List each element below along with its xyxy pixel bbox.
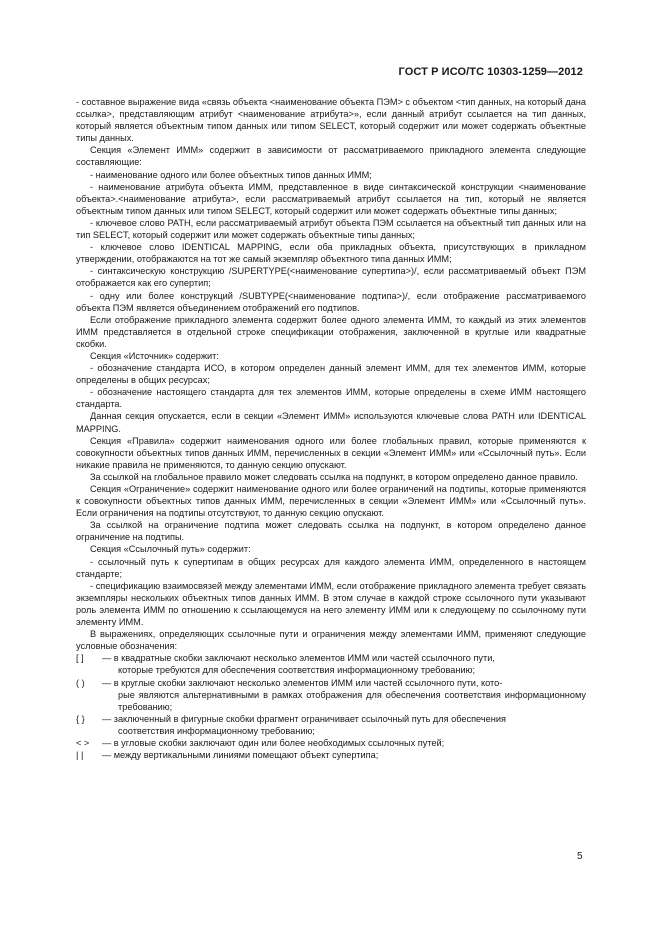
paragraph: - составное выражение вида «связь объекта <наименование объекта ПЭМ> с объектом <тип данных, на который дана ссылка>, представляющим атрибут <наименование атрибута>», если данный атрибут ссылается на тип данных, который является объектным типом данных или типом SELECT, который содержит или может содержать объектные типы данных.	[76, 97, 586, 144]
document-header: ГОСТ Р ИСО/ТС 10303-1259—2012	[398, 66, 583, 78]
paragraph: - обозначение стандарта ИСО, в котором определен данный элемент ИММ, для тех элементов ИММ, которые определены в общих ресурсах;	[76, 363, 586, 386]
paragraph: Секция «Правила» содержит наименования одного или более глобальных правил, которые применяются к совокупности объектных типов данных ИММ, перечисленных в секции «Элемент ИММ» или «Ссылочный путь». Если никакие правила не применяются, то данную секцию опускают.	[76, 435, 586, 470]
symbol-text-first: — между вертикальными линиями помещают объект супертипа;	[102, 750, 379, 761]
symbol-text	[102, 677, 586, 713]
document-body	[76, 96, 586, 761]
paragraph: - ключевое слово IDENTICAL MAPPING, если оба прикладных объекта, присутствующих в прикладном утверждении, отображаются на тот же самый экземпляр объектного типа данных ИММ;	[76, 242, 586, 265]
paragraph: Секция «Источник» содержит:	[90, 350, 219, 361]
symbol-text	[102, 737, 586, 749]
paragraph: - обозначение настоящего стандарта для тех элементов ИММ, которые определены в схеме ИММ настоящего стандарта.	[76, 387, 586, 410]
symbol-key: < >	[76, 737, 90, 748]
symbol-key: { }	[76, 713, 85, 724]
paragraph: - спецификацию взаимосвязей между элементами ИММ, если отображение прикладного элемента требует связать экземпляры нескольких объектных типов данных ИММ. В этом случае в каждой строке ссылочного пути указывают роль элемента ИММ по отношению к ссылающемуся на него элементу ИММ или к следующему по ссылочному пути элементу ИММ.	[76, 580, 586, 628]
symbol-text-first: — заключенный в фигурные скобки фрагмент ограничивает ссылочный путь для обеспечения	[102, 713, 506, 724]
paragraph: - синтаксическую конструкцию /SUPERTYPE(<наименование супертипа>)/, если рассматриваемый объект ПЭМ отображается как его супертип;	[76, 266, 586, 289]
paragraph: - наименование одного или более объектных типов данных ИММ;	[90, 169, 372, 180]
paragraph: - одну или более конструкций /SUBTYPE(<наименование подтипа>)/, если отображение рассматриваемого объекта ПЭМ является объединением отображений его подтипов.	[76, 290, 586, 313]
symbol-text-first: — в угловые скобки заключают один или более необходимых ссылочных путей;	[102, 737, 445, 748]
paragraph: За ссылкой на глобальное правило может следовать ссылка на подпункт, в котором определено данное правило.	[90, 471, 578, 482]
symbol-list	[76, 652, 586, 761]
paragraph: В выражениях, определяющих ссылочные пути и ограничения между элементами ИММ, применяют следующие условные обозначения:	[76, 629, 586, 652]
paragraph: Если отображение прикладного элемента содержит более одного элемента ИММ, то каждый из этих элементов ИММ представляется в отдельной строке спецификации отображения, заключенной в круглые или квадратные скобки.	[76, 314, 586, 349]
symbol-text	[102, 652, 586, 676]
paragraph: - наименование атрибута объекта ИММ, представленное в виде синтаксической конструкции <наименование объекта>.<наименование атрибута>, если рассматриваемый атрибут ссылается на тип, который не является объектным типом данных или типом SELECT, который содержит или может содержать объектные типы данных;	[76, 181, 586, 216]
symbol-text-rest: соответствия информационному требованию;	[118, 725, 315, 736]
symbol-text-first: — в круглые скобки заключают несколько элементов ИММ или частей ссылочного пути, кото-	[102, 677, 503, 688]
paragraph: - ключевое слово PATH, если рассматриваемый атрибут объекта ПЭМ ссылается на объектный тип данных или на тип SELECT, который содержит или может содержать объектные типы данных;	[76, 217, 586, 241]
paragraph: За ссылкой на ограничение подтипа может следовать ссылка на подпункт, в котором определено данное ограничение на подтипы.	[76, 520, 586, 543]
paragraph: Секция «Элемент ИММ» содержит в зависимости от рассматриваемого прикладного элемента следующие составляющие:	[76, 145, 586, 168]
symbol-definition	[76, 677, 586, 713]
symbol-key: | |	[76, 750, 84, 761]
symbol-text-rest: которые требуются для обеспечения соответствия информационному требованию;	[118, 665, 476, 676]
symbol-definition	[76, 737, 586, 749]
paragraph: Секция «Ссылочный путь» содержит:	[90, 544, 251, 555]
paragraph: Данная секция опускается, если в секции «Элемент ИММ» используются ключевые слова PATH или IDENTICAL MAPPING.	[76, 411, 586, 434]
symbol-text	[102, 713, 586, 737]
symbol-definition	[76, 713, 586, 737]
symbol-text	[102, 749, 586, 761]
page-number: 5	[577, 851, 583, 862]
symbol-text-first: — в квадратные скобки заключают несколько элементов ИММ или частей ссылочного пути,	[102, 653, 495, 664]
symbol-definition	[76, 749, 586, 761]
symbol-key: [ ]	[76, 653, 84, 664]
paragraph-list	[76, 96, 586, 652]
paragraph: - ссылочный путь к супертипам в общих ресурсах для каждого элемента ИММ, определенного в настоящем стандарте;	[76, 556, 586, 579]
paragraph: Секция «Ограничение» содержит наименование одного или более ограничений на подтипы, которые применяются к совокупности объектных типов данных ИММ, перечисленных в секции «Элемент ИММ» или «Ссылочный путь». Если ограничения на подтипы отсутствуют, то данную секцию опускают.	[76, 484, 586, 519]
symbol-key: ( )	[76, 677, 85, 688]
symbol-definition	[76, 652, 586, 676]
symbol-text-rest: рые являются альтернативными в рамках отображения для обеспечения соответствия информационному требованию;	[118, 689, 586, 712]
